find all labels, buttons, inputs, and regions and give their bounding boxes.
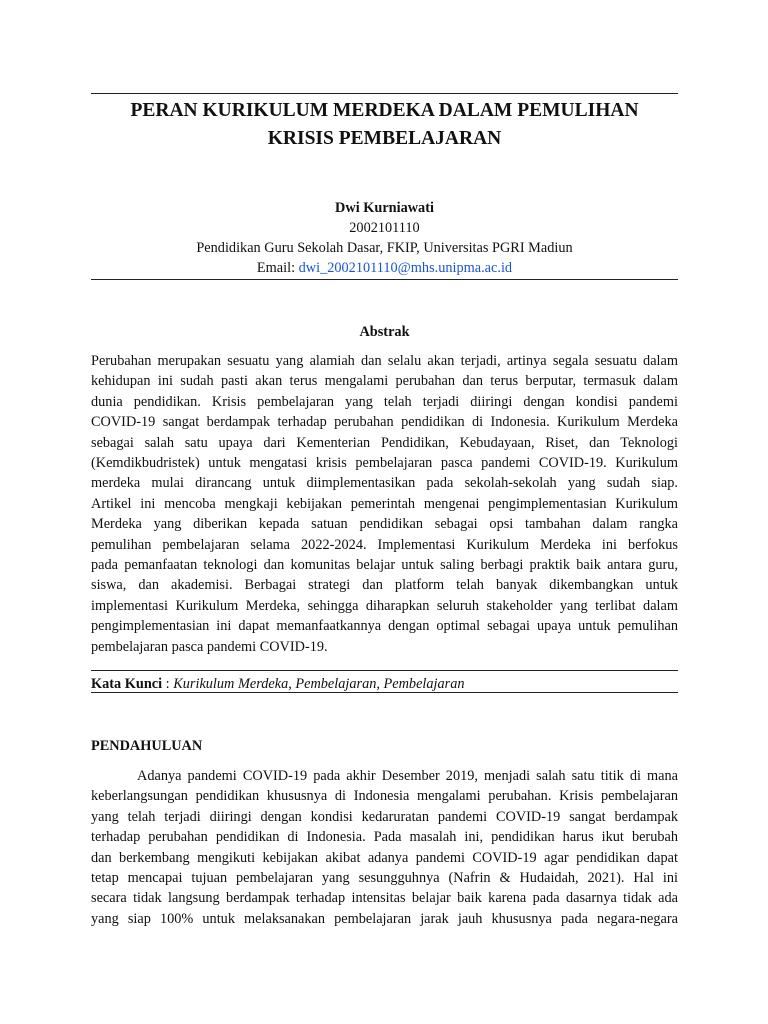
abstract-line: kehidupan ini sudah pasti akan terus mengalami perubahan dan terus berputar, termasuk dalam — [91, 373, 678, 390]
body-line: yang siap 100% untuk melaksanakan pembelajaran jarak jauh khususnya pada negara-negara — [91, 910, 678, 927]
keywords-separator: : — [162, 676, 174, 692]
body-line: tetap mencapai tujuan pembelajaran yang sesungguhnya (Nafrin & Hudaidah, 2021). Hal ini — [91, 870, 678, 887]
author-rule — [91, 279, 678, 280]
top-rule — [91, 93, 678, 94]
paper-title — [91, 97, 678, 153]
abstract-line: siswa, dan akademisi. Berbagai strategi dan platform telah banyak dikembangkan untuk — [91, 577, 678, 594]
abstract-line: merdeka mulai dirancang untuk diimplementasikan pada sekolah-sekolah yang sudah siap. — [91, 475, 678, 492]
author-name: Dwi Kurniawati — [335, 200, 434, 216]
body-line: Adanya pandemi COVID-19 pada akhir Desember 2019, menjadi salah satu titik di mana — [137, 768, 678, 784]
title-line-2: KRISIS PEMBELAJARAN — [267, 128, 502, 149]
body-line: yang telah terjadi diiringi dengan kondisi kedaruratan pandemi COVID-19 sangat berdampak — [91, 808, 678, 825]
abstract-line: Perubahan merupakan sesuatu yang alamiah dan selalu akan terjadi, artinya segala sesuatu dalam — [91, 353, 678, 369]
abstract-line: pembelajaran pasca pandemi COVID-19. — [91, 638, 328, 655]
abstract-line: implementasi Kurikulum Merdeka, sehingga diharapkan seluruh stakeholder yang terlibat dalam — [91, 597, 678, 614]
introduction-body — [91, 766, 678, 929]
body-line: terhadap perubahan pendidikan di Indonesia. Pada masalah ini, pendidikan harus ikut berubah — [91, 829, 678, 846]
body-line: secara tidak langsung berdampak terhadap intensitas belajar baik karena pada dasarnya tidak ada — [91, 890, 678, 907]
abstract-line: dunia pendidikan. Krisis pembelajaran yang telah terjadi diiringi dengan kondisi pandemi — [91, 393, 678, 410]
author-id: 2002101110 — [349, 220, 420, 236]
author-block — [91, 198, 678, 278]
abstract-line: pada pemanfaatan teknologi dan komunitas belajar untuk saling berbagi praktik baik antara guru, — [91, 557, 678, 574]
abstract-line: pengimplementasian ini dapat memanfaatkannya dengan optimal sebagai upaya untuk pemulihan — [91, 618, 678, 635]
title-line-1: PERAN KURIKULUM MERDEKA DALAM PEMULIHAN — [130, 100, 639, 121]
abstract-body — [91, 351, 678, 657]
email-label: Email: — [256, 260, 299, 276]
author-email-line — [91, 258, 678, 278]
body-line: dan berkembang mengikuti kebijakan akibat adanya pandemi COVID-19 agar pendidikan dapat — [91, 849, 678, 866]
abstract-line: Artikel ini mencoba mengkaji kebijakan pemerintah mengenai pengimplementasian Kurikulum — [91, 495, 678, 512]
section-heading-introduction: PENDAHULUAN — [91, 738, 203, 754]
abstract-line: pemulihan pembelajaran selama 2022-2024. Implementasi Kurikulum Merdeka ini berfokus — [91, 536, 678, 553]
abstract-line: Merdeka yang diberikan kepada satuan pendidikan sebagai opsi tambahan dalam rangka — [91, 516, 678, 533]
email-link[interactable]: dwi_2002101110@mhs.unipma.ac.id — [298, 260, 513, 276]
keywords-top-rule — [91, 670, 678, 671]
keywords-terms: Kurikulum Merdeka, Pembelajaran, Pembelajaran — [173, 676, 465, 692]
author-affiliation: Pendidikan Guru Sekolah Dasar, FKIP, Universitas PGRI Madiun — [196, 240, 573, 256]
abstract-line: COVID-19 sangat berdampak terhadap perubahan pendidikan di Indonesia. Kurikulum Merdeka — [91, 414, 678, 431]
abstract-line: (Kemdikbudristek) untuk mengatasi krisis pembelajaran pasca pandemi COVID-19. Kurikulum — [91, 455, 678, 472]
abstract-heading: Abstrak — [359, 324, 410, 340]
keywords-label: Kata Kunci — [91, 676, 163, 692]
keywords-bottom-rule — [91, 692, 678, 693]
keywords-line — [91, 674, 678, 694]
abstract-line: sebagai salah satu upaya dari Kementerian Pendidikan, Kebudayaan, Riset, dan Teknologi — [91, 434, 678, 451]
body-line: keberlangsungan pendidikan khususnya di Indonesia mengalami perubahan. Krisis pembelajaran — [91, 788, 678, 805]
